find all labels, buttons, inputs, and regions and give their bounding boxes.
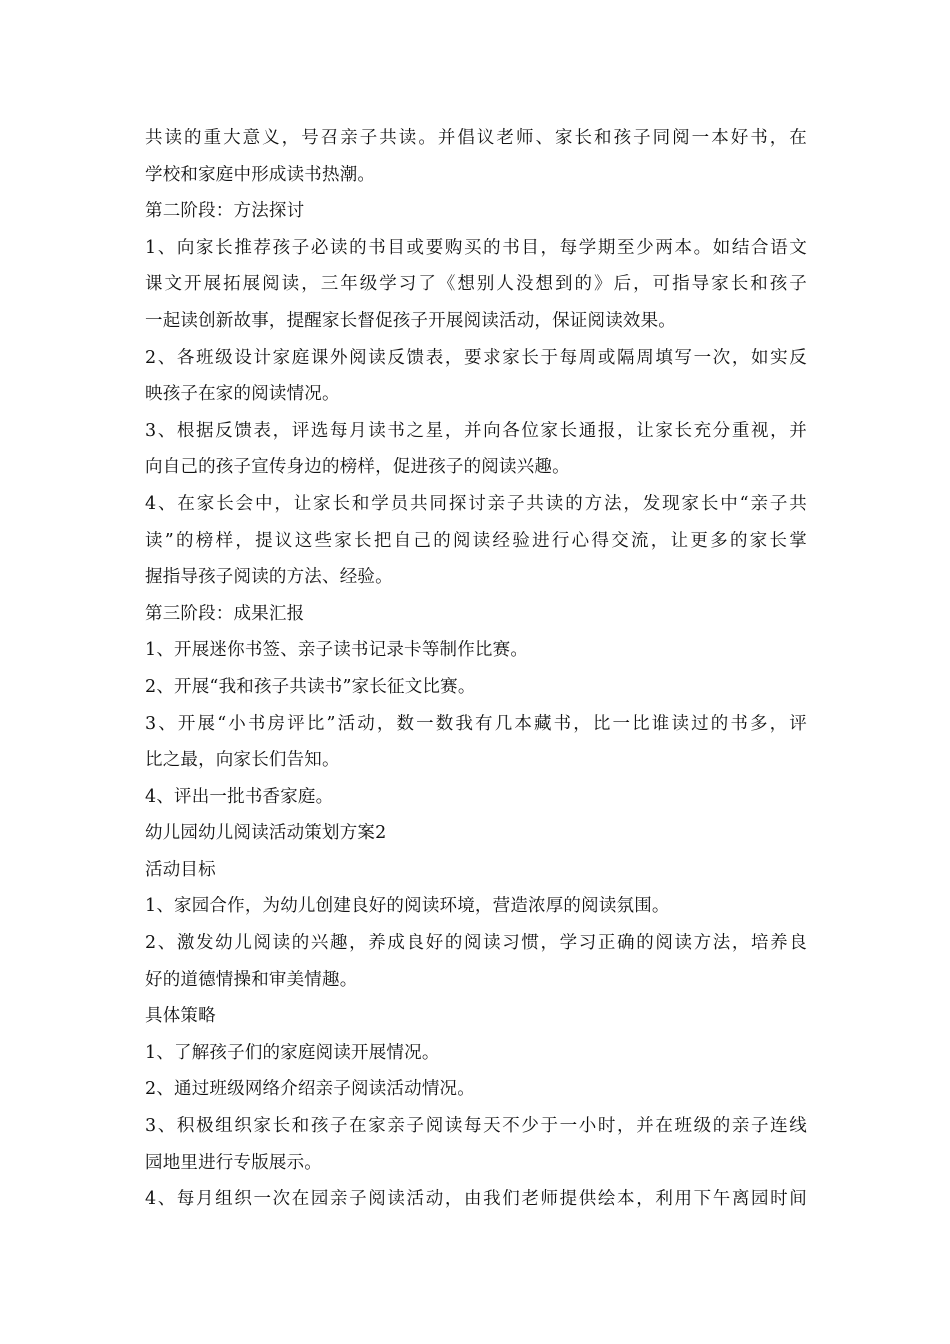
- text-line: 第二阶段：方法探讨: [145, 201, 305, 222]
- text-line: 3、开展“小书房评比”活动，数一数我有几本藏书，比一比谁读过的书多，评: [145, 713, 807, 734]
- text-line: 活动目标: [145, 859, 216, 880]
- text-line: 4、评出一批书香家庭。: [145, 786, 334, 807]
- text-line: 课文开展拓展阅读，三年级学习了《想别人没想到的》后，可指导家长和孩子: [145, 274, 807, 295]
- text-line: 2、激发幼儿阅读的兴趣，养成良好的阅读习惯，学习正确的阅读方法，培养良: [145, 933, 807, 954]
- text-line: 1、向家长推荐孩子必读的书目或要购买的书目，每学期至少两本。如结合语文: [145, 237, 807, 258]
- text-line: 具体策略: [145, 1006, 216, 1027]
- text-line: 园地里进行专版展示。: [145, 1152, 322, 1173]
- text-line: 映孩子在家的阅读情况。: [145, 384, 340, 405]
- text-line: 好的道德情操和审美情趣。: [145, 969, 358, 990]
- text-line: 第三阶段：成果汇报: [145, 603, 305, 624]
- text-line: 4、在家长会中，让家长和学员共同探讨亲子共读的方法，发现家长中“亲子共: [145, 493, 807, 514]
- document-body: [145, 120, 807, 1218]
- text-line: 学校和家庭中形成读书热潮。: [145, 164, 376, 185]
- text-line: 一起读创新故事，提醒家长督促孩子开展阅读活动，保证阅读效果。: [145, 310, 676, 331]
- text-line: 2、通过班级网络介绍亲子阅读活动情况。: [145, 1079, 475, 1100]
- text-line: 共读的重大意义，号召亲子共读。并倡议老师、家长和孩子同阅一本好书，在: [145, 128, 807, 148]
- text-line: 握指导孩子阅读的方法、经验。: [145, 567, 393, 588]
- text-line: 1、了解孩子们的家庭阅读开展情况。: [145, 1042, 440, 1063]
- text-line: 2、各班级设计家庭课外阅读反馈表，要求家长于每周或隔周填写一次，如实反: [145, 347, 807, 368]
- text-line: 1、开展迷你书签、亲子读书记录卡等制作比赛。: [145, 640, 529, 661]
- text-line: 读”的榜样，提议这些家长把自己的阅读经验进行心得交流，让更多的家长掌: [145, 530, 807, 551]
- text-line: 向自己的孩子宣传身边的榜样，促进孩子的阅读兴趣。: [145, 457, 570, 478]
- text-line: 幼儿园幼儿阅读活动策划方案2: [145, 823, 387, 844]
- text-line: 2、开展“我和孩子共读书”家长征文比赛。: [145, 676, 476, 697]
- text-line: 比之最，向家长们告知。: [145, 750, 340, 771]
- text-line: 4、每月组织一次在园亲子阅读活动，由我们老师提供绘本，利用下午离园时间: [145, 1189, 807, 1210]
- text-line: 3、积极组织家长和孩子在家亲子阅读每天不少于一小时，并在班级的亲子连线: [145, 1116, 807, 1137]
- text-line: 1、家园合作，为幼儿创建良好的阅读环境，营造浓厚的阅读氛围。: [145, 896, 670, 917]
- text-line: 3、根据反馈表，评选每月读书之星，并向各位家长通报，让家长充分重视，并: [145, 420, 807, 441]
